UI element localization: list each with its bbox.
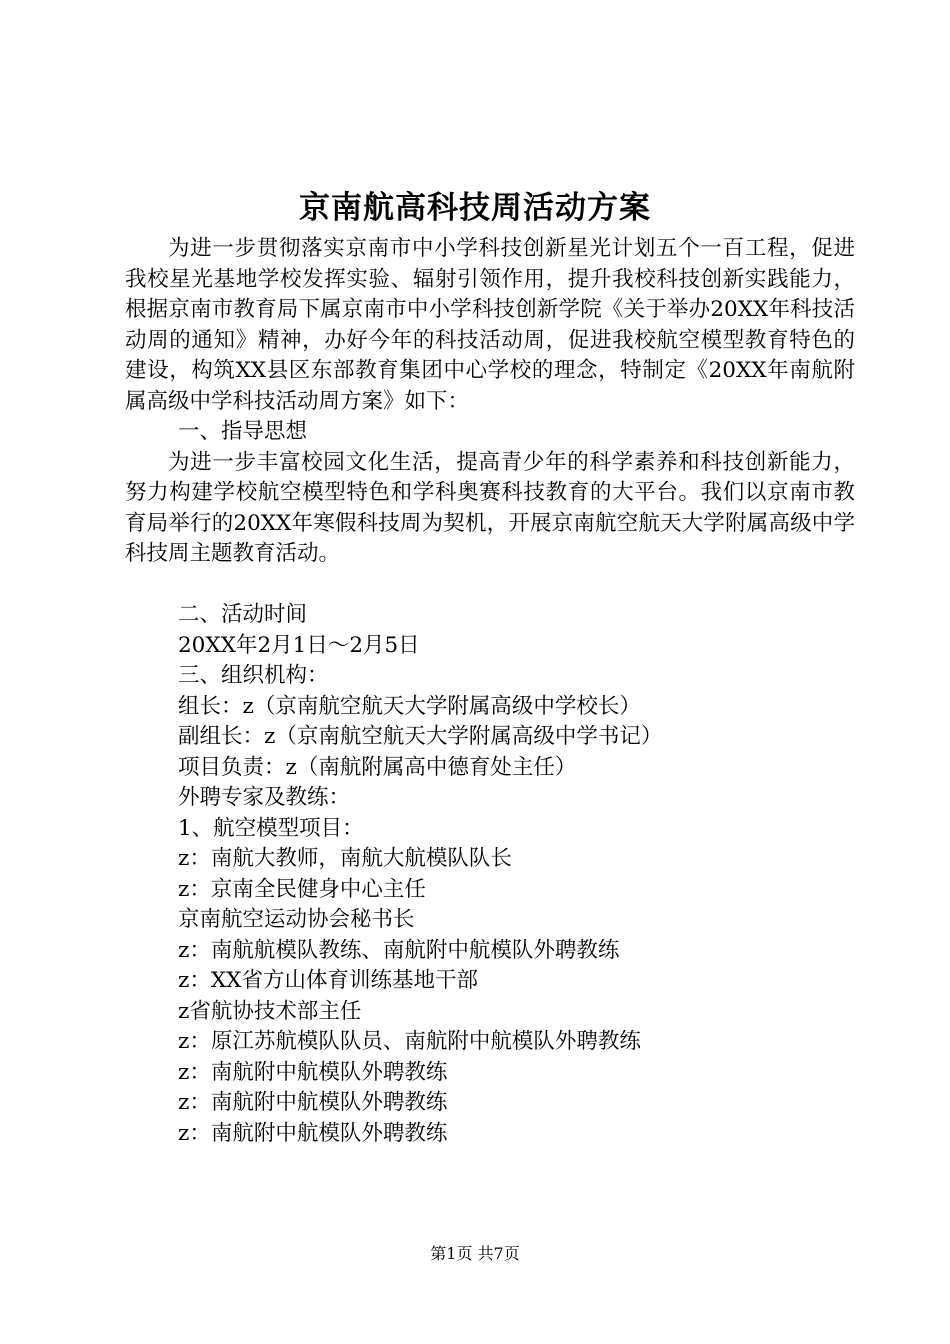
expert-list-item: z省航协技术部主任 — [178, 998, 362, 1024]
expert-list-item: z：XX省方山体育训练基地干部 — [178, 968, 478, 993]
expert-list-item: z：京南全民健身中心主任 — [178, 876, 426, 902]
org-deputy-leader: 副组长：z（京南航空航天大学附属高级中学书记） — [178, 724, 663, 749]
intro-paragraph: 为进一步贯彻落实京南市中小学科技创新星光计划五个一百工程，促进我校星光基地学校发挥实验、辐射引领作用，提升我校科技创新实践能力，根据京南市教育局下属京南市中小学科技创新学院《关于举办20XX年科技活动周的通知》精神，办好今年的科技活动周，促进我校航空模型教育特色的建设，构筑XX县区东部教育集团中心学校的理念，特制定《20XX年南航附属高级中学科技活动周方案》如下： — [125, 236, 855, 414]
paragraph-spacer — [125, 570, 855, 601]
expert-list-item: z：南航附中航模队外聘教练 — [178, 1120, 448, 1146]
section-heading-organization: 三、组织机构： — [178, 663, 329, 688]
section-heading-activity-time: 二、活动时间 — [178, 602, 308, 627]
page-number-footer: 第1页 共7页 — [430, 1244, 520, 1263]
expert-list-item: z：南航大教师，南航大航模队队长 — [178, 846, 512, 871]
activity-date-range: 20XX年2月1日～2月5日 — [178, 632, 420, 658]
section-heading-guiding-ideology: 一、指导思想 — [178, 419, 308, 444]
document-title: 京南航高科技周活动方案 — [299, 190, 651, 226]
org-leader: 组长：z（京南航空航天大学附属高级中学校长） — [178, 693, 641, 719]
expert-list-item: z：南航附中航模队外聘教练 — [178, 1090, 448, 1115]
org-project-lead: 项目负责：z（南航附属高中德育处主任） — [178, 754, 577, 780]
guiding-ideology-paragraph: 为进一步丰富校园文化生活，提高青少年的科学素养和科技创新能力，努力构建学校航空模型特色和学科奥赛科技教育的大平台。我们以京南市教育局举行的20XX年寒假科技周为契机，开展京南航空航天大学附属高级中学科技周主题教育活动。 — [125, 449, 855, 566]
expert-list-item: z：南航航模队教练、南航附中航模队外聘教练 — [178, 937, 620, 963]
expert-list-item: 京南航空运动协会秘书长 — [178, 907, 415, 932]
document-body — [125, 234, 855, 1149]
expert-list-item: z：原江苏航模队队员、南航附中航模队外聘教练 — [178, 1029, 641, 1054]
aero-model-project-heading: 1、航空模型项目： — [178, 815, 364, 841]
external-experts-heading: 外聘专家及教练： — [178, 785, 351, 810]
expert-list-item: z：南航附中航模队外聘教练 — [178, 1059, 448, 1085]
